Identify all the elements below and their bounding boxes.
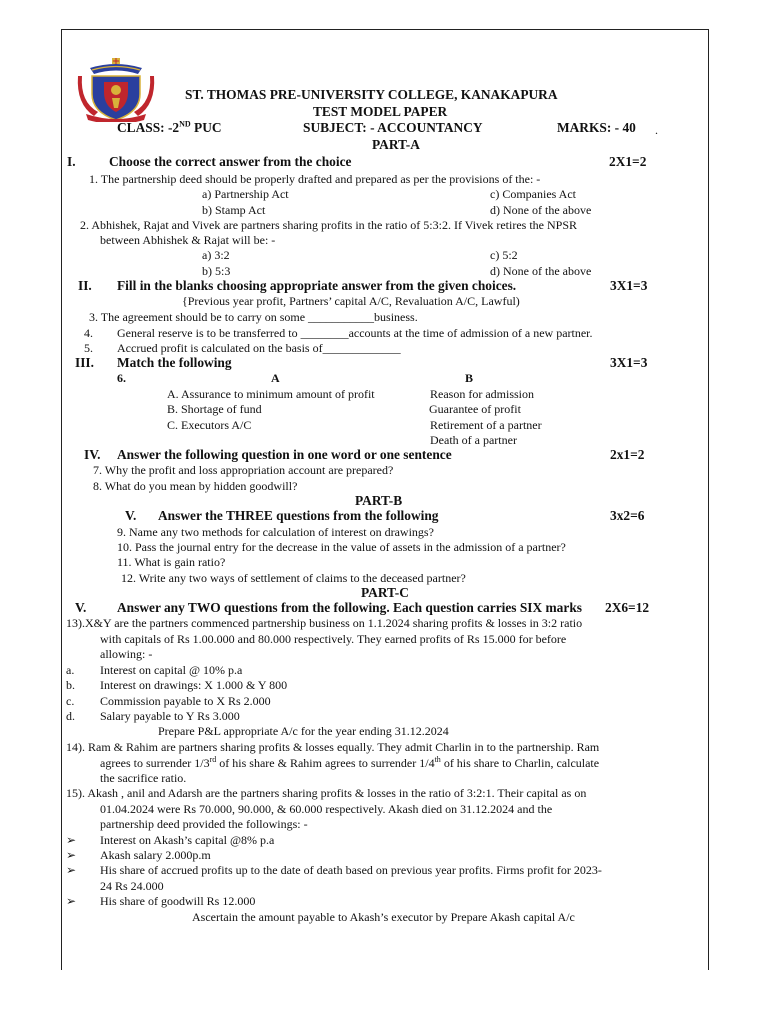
question-15-line1: 15). Akash , anil and Adarsh are the partners sharing profits & losses in the ratio of 3:2:1. Their capital as on (66, 786, 587, 800)
q1-option-a: a) Partnership Act (202, 187, 289, 201)
section-1-marks: 2X1=2 (609, 154, 647, 169)
question-8: 8. What do you mean by hidden goodwill? (93, 479, 298, 493)
list-item: Interest on Akash’s capital @8% p.a (100, 833, 275, 847)
bullet-arrow-icon: ➢ (66, 894, 77, 908)
question-6-number: 6. (117, 371, 126, 385)
list-item: Commission payable to X Rs 2.000 (100, 694, 271, 708)
section-1-heading: Choose the correct answer from the choice (109, 154, 352, 169)
section-1-number: I. (67, 154, 76, 169)
section-2-marks: 3X1=3 (610, 278, 648, 293)
section-2-number: II. (78, 278, 92, 293)
college-name: ST. THOMAS PRE-UNIVERSITY COLLEGE, KANAKAPURA (185, 87, 558, 102)
q1-option-d: d) None of the above (490, 203, 592, 217)
match-b-item: Guarantee of profit (429, 402, 521, 416)
question-4: General reserve is to be transferred to ________accounts at the time of admission of a new partner. (117, 326, 593, 340)
question-4-number: 4. (84, 326, 93, 340)
bullet-arrow-icon: ➢ (66, 848, 77, 862)
bullet-arrow-icon: ➢ (66, 833, 77, 847)
q1-option-c: c) Companies Act (490, 187, 576, 201)
marks-dot: . (655, 123, 658, 137)
list-item: Salary payable to Y Rs 3.000 (100, 709, 240, 723)
q2-option-a: a) 3:2 (202, 248, 230, 262)
question-14-line1: 14). Ram & Rahim are partners sharing profits & losses equally. They admit Charlin in to the partnership. Ram (66, 740, 600, 754)
question-5: Accrued profit is calculated on the basis of_____________ (117, 341, 401, 355)
list-item: Interest on drawings: X 1.000 & Y 800 (100, 678, 288, 692)
list-marker: d. (66, 709, 75, 723)
part-c-heading: Answer any TWO questions from the following. Each question carries SIX marks (117, 600, 582, 615)
section-3-number: III. (75, 355, 94, 370)
question-15-line2: 01.04.2024 were Rs 70.000, 90.000, & 60.000 respectively. Akash died on 31.12.2024 and the (100, 802, 553, 816)
match-b-item: Reason for admission (430, 387, 534, 401)
question-15-line3: partnership deed provided the followings: - (100, 817, 308, 831)
q1-option-b: b) Stamp Act (202, 203, 266, 217)
list-item: Akash salary 2.000p.m (100, 848, 211, 862)
part-b-heading: Answer the THREE questions from the following (158, 508, 439, 523)
question-2-line2: between Abhishek & Rajat will be: - (100, 233, 276, 247)
question-5-number: 5. (84, 341, 93, 355)
class-label: CLASS: -2ND PUC (117, 119, 222, 135)
match-b-item: Retirement of a partner (430, 418, 542, 432)
part-c-marks: 2X6=12 (605, 600, 650, 615)
section-3-marks: 3X1=3 (610, 355, 648, 370)
question-15-instruction: Ascertain the amount payable to Akash’s executor by Prepare Akash capital A/c (192, 910, 575, 924)
list-marker: a. (66, 663, 75, 677)
part-c-title: PART-C (361, 585, 409, 600)
list-item-continuation: 24 Rs 24.000 (100, 879, 164, 893)
question-13-line1: 13).X&Y are the partners commenced partnership business on 1.1.2024 sharing profits & losses in 3:2 ratio (66, 616, 583, 630)
bullet-arrow-icon: ➢ (66, 863, 77, 877)
section-4-marks: 2x1=2 (610, 447, 645, 462)
q2-option-d: d) None of the above (490, 264, 592, 278)
section-4-number: IV. (84, 447, 101, 462)
match-a-item: C. Executors A/C (167, 418, 252, 432)
college-crest-icon (76, 58, 156, 122)
question-13-instruction: Prepare P&L appropriate A/c for the year ending 31.12.2024 (158, 724, 449, 738)
part-b-title: PART-B (355, 493, 403, 508)
list-item: Interest on capital @ 10% p.a (100, 663, 243, 677)
q2-option-c: c) 5:2 (490, 248, 518, 262)
match-b-item: Death of a partner (430, 433, 517, 447)
match-column-b-header: B (465, 371, 474, 385)
list-item: His share of goodwill Rs 12.000 (100, 894, 256, 908)
part-b-marks: 3x2=6 (610, 508, 645, 523)
question-10: 10. Pass the journal entry for the decrease in the value of assets in the admission of a partner? (117, 540, 566, 554)
question-11: 11. What is gain ratio? (117, 555, 226, 569)
question-1: 1. The partnership deed should be properly drafted and prepared as per the provisions of the: - (89, 172, 541, 186)
q2-option-b: b) 5:3 (202, 264, 231, 278)
match-a-item: B. Shortage of fund (167, 402, 262, 416)
question-12: 12. Write any two ways of settlement of claims to the deceased partner? (121, 571, 466, 585)
part-b-section-number: V. (125, 508, 137, 523)
part-a-title: PART-A (372, 137, 420, 152)
question-9: 9. Name any two methods for calculation of interest on drawings? (117, 525, 434, 539)
question-2-line1: 2. Abhishek, Rajat and Vivek are partners sharing profits in the ratio of 5:3:2. If Vivek retires the NPSR (80, 218, 578, 232)
part-c-section-number: V. (75, 600, 87, 615)
list-marker: c. (66, 694, 75, 708)
question-7: 7. Why the profit and loss appropriation account are prepared? (93, 463, 394, 477)
question-13-line3: allowing: - (100, 647, 153, 661)
section-4-heading: Answer the following question in one word or one sentence (117, 447, 452, 462)
question-3: 3. The agreement should be to carry on some ___________business. (89, 310, 418, 324)
match-a-item: A. Assurance to minimum amount of profit (167, 387, 375, 401)
question-14-line3: the sacrifice ratio. (100, 771, 187, 785)
fill-choices: {Previous year profit, Partners’ capital A/C, Revaluation A/C, Lawful) (182, 294, 520, 308)
question-14-line2: agrees to surrender 1/3rd of his share & Rahim agrees to surrender 1/4th of his share to Charlin, calculate (100, 755, 600, 770)
paper-title: TEST MODEL PAPER (313, 104, 448, 119)
list-marker: b. (66, 678, 75, 692)
question-13-line2: with capitals of Rs 1.00.000 and 80.000 respectively. They earned profits of Rs 15.000 for before (100, 632, 567, 646)
section-2-heading: Fill in the blanks choosing appropriate answer from the given choices. (117, 278, 517, 293)
list-item: His share of accrued profits up to the date of death based on previous year profits. Firms profit for 2023- (100, 863, 602, 877)
marks-label: MARKS: - 40 (557, 120, 636, 135)
section-3-heading: Match the following (117, 355, 232, 370)
match-column-a-header: A (271, 371, 280, 385)
subject-label: SUBJECT: - ACCOUNTANCY (303, 120, 483, 135)
